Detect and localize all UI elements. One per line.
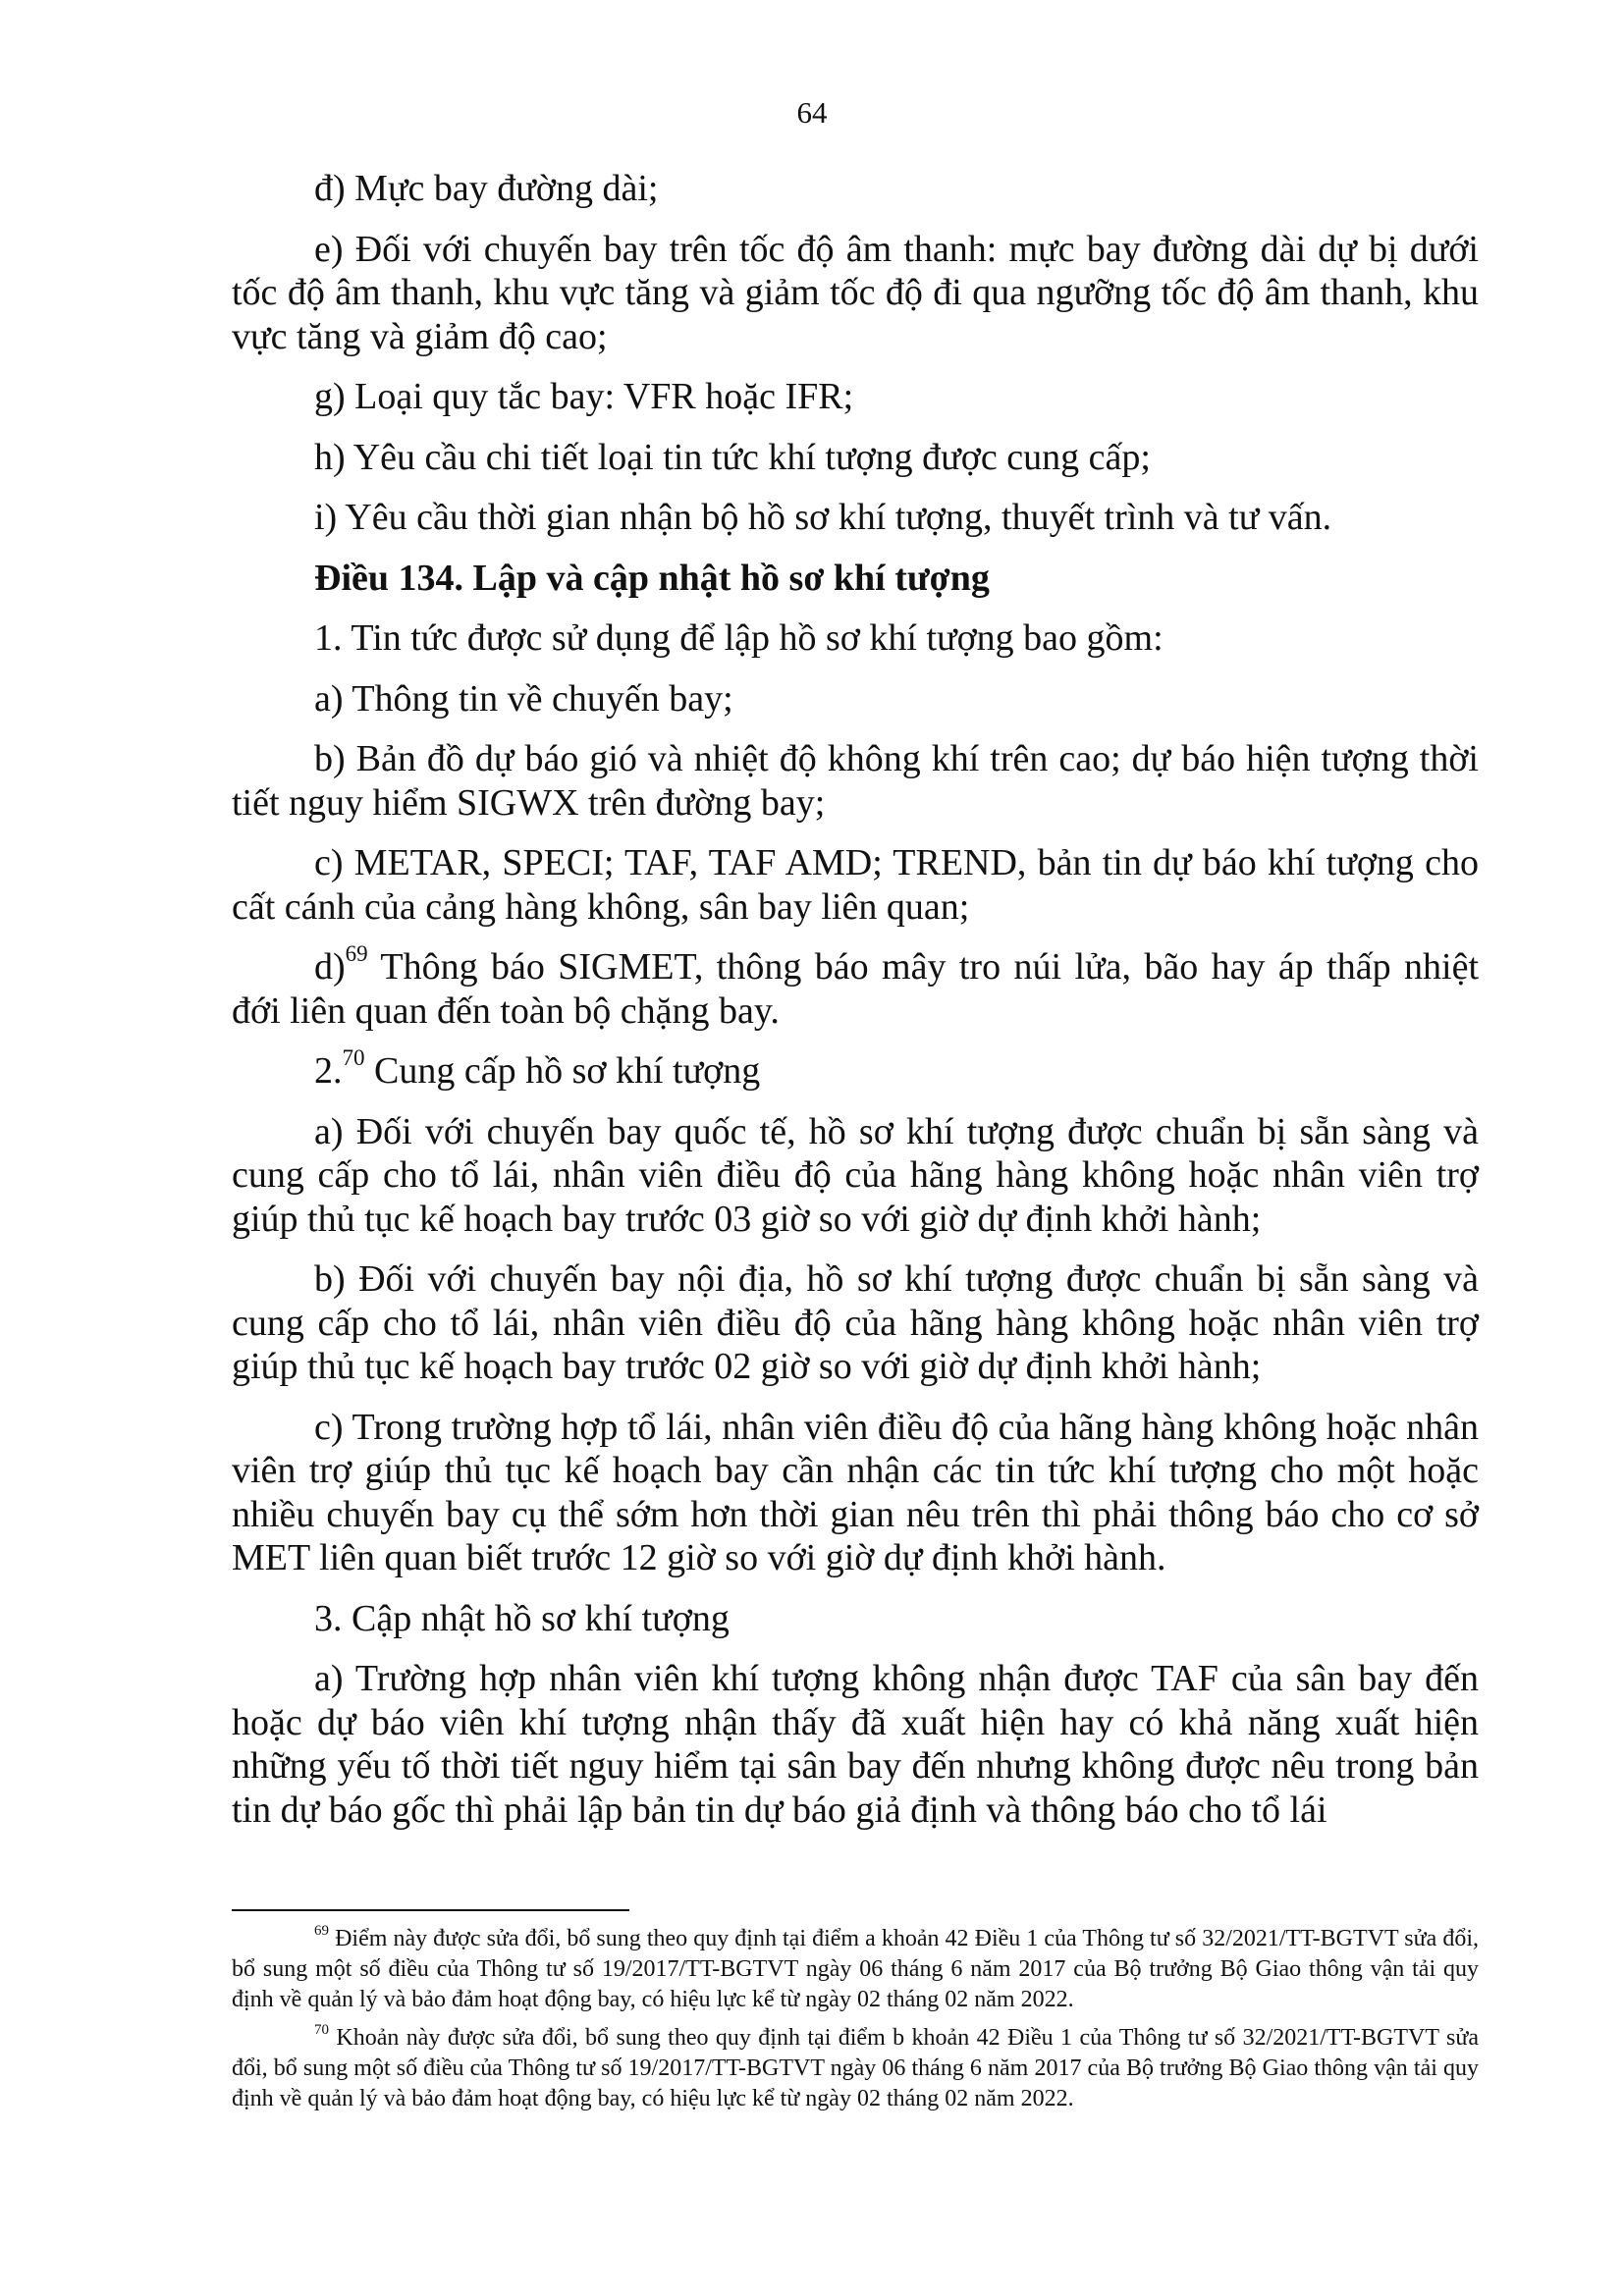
footnote-divider <box>232 1909 629 1911</box>
paragraph-item-d-flight-level: đ) Mực bay đường dài; <box>314 168 659 209</box>
paragraph-item-i-time-request: i) Yêu cầu thời gian nhận bộ hồ sơ khí tượng, thuyết trình và tư vấn. <box>314 497 1332 538</box>
paragraph-item-a-international: a) Đối với chuyến bay quốc tế, hồ sơ khí tượng được chuẩn bị sẵn sàng và cung cấp cho tổ lái, nhân viên điều độ của hãng hàng không hoặc nhân viên trợ giúp thủ tục kế hoạch bay trước 03 giờ so với giờ dự định khởi hành; <box>232 1110 1479 1240</box>
footnote-ref-70[interactable]: 70 <box>342 1045 365 1071</box>
paragraph-clause-3: 3. Cập nhật hồ sơ khí tượng <box>314 1597 730 1639</box>
paragraph-item-a-taf-update: a) Trường hợp nhân viên khí tượng không nhận được TAF của sân bay đến hoặc dự báo viên khí tượng nhận thấy đã xuất hiện hay có khả năng xuất hiện những yếu tố thời tiết nguy hiểm tại sân bay đến nhưng không được nêu trong bản tin dự báo gốc thì phải lập bản tin dự báo giả định và thông báo cho tổ lái <box>232 1658 1479 1831</box>
paragraph-item-a-flight-info: a) Thông tin về chuyến bay; <box>314 677 733 720</box>
article-heading: Điều 134. Lập và cập nhật hồ sơ khí tượng <box>314 557 990 599</box>
footnotes <box>232 1924 1479 2122</box>
body-text <box>232 167 1479 1848</box>
paragraph-item-b-charts: b) Bản đồ dự báo gió và nhiệt độ không khí trên cao; dự báo hiện tượng thời tiết nguy hiểm SIGWX trên đường bay; <box>232 738 1479 824</box>
paragraph-item-c-metar: c) METAR, SPECI; TAF, TAF AMD; TREND, bản tin dự báo khí tượng cho cất cánh của cảng hàng không, sân bay liên quan; <box>232 842 1479 928</box>
footnote-70: $^{70}$ Khoản này được sửa đổi, bổ sung theo quy định tại điểm b khoản 42 Điều 1 của Thông tư số 32/2021/TT-BGTVT sửa đổi, bổ sung một số điều của Thông tư số 19/2017/TT-BGTVT ngày 06 tháng 6 năm 2017 của Bộ trưởng Bộ Giao thông vận tải quy định về quản lý và bảo đảm hoạt động bay, có hiệu lực kể từ ngày 02 tháng 02 năm 2022. <box>232 2022 1479 2111</box>
paragraph-clause-1: 1. Tin tức được sử dụng để lập hồ sơ khí tượng bao gồm: <box>314 617 1164 659</box>
paragraph-item-b-domestic: b) Đối với chuyến bay nội địa, hồ sơ khí tượng được chuẩn bị sẵn sàng và cung cấp cho tổ lái, nhân viên điều độ của hãng hàng không hoặc nhân viên trợ giúp thủ tục kế hoạch bay trước 02 giờ so với giờ dự định khởi hành; <box>232 1258 1479 1387</box>
paragraph-item-c-early-request: c) Trong trường hợp tổ lái, nhân viên điều độ của hãng hàng không hoặc nhân viên trợ giúp thủ tục kế hoạch bay cần nhận các tin tức khí tượng cho một hoặc nhiều chuyến bay cụ thể sớm hơn thời gian nêu trên thì phải thông báo cho cơ sở MET liên quan biết trước 12 giờ so với giờ dự định khởi hành. <box>232 1406 1479 1578</box>
paragraph-item-g-flight-rules: g) Loại quy tắc bay: VFR hoặc IFR; <box>314 376 854 417</box>
paragraph-item-d-sigmet: d)$^{69}$ Thông báo SIGMET, thông báo mây tro núi lửa, bão hay áp thấp nhiệt đới liên quan đến toàn bộ chặng bay. <box>232 941 1479 1032</box>
paragraph-item-h-met-request: h) Yêu cầu chi tiết loại tin tức khí tượng được cung cấp; <box>314 436 1151 478</box>
footnote-69: $^{69}$ Điểm này được sửa đổi, bổ sung theo quy định tại điểm a khoản 42 Điều 1 của Thông tư số 32/2021/TT-BGTVT sửa đổi, bổ sung một số điều của Thông tư số 19/2017/TT-BGTVT ngày 06 tháng 6 năm 2017 của Bộ trưởng Bộ Giao thông vận tải quy định về quản lý và bảo đảm hoạt động bay, có hiệu lực kể từ ngày 02 tháng 02 năm 2022. <box>232 1923 1479 2012</box>
paragraph-item-e-supersonic: e) Đối với chuyến bay trên tốc độ âm thanh: mực bay đường dài dự bị dưới tốc độ âm thanh, khu vực tăng và giảm tốc độ đi qua ngưỡng tốc độ âm thanh, khu vực tăng và giảm độ cao; <box>232 228 1479 357</box>
paragraph-clause-2: 2.70 Cung cấp hồ sơ khí tượng <box>314 1045 761 1092</box>
footnote-ref-69[interactable]: 69 <box>345 941 368 967</box>
page-number: 64 <box>796 95 828 130</box>
footnote-marker-69: 69 <box>314 1923 329 1939</box>
footnote-marker-70: 70 <box>314 2022 329 2038</box>
